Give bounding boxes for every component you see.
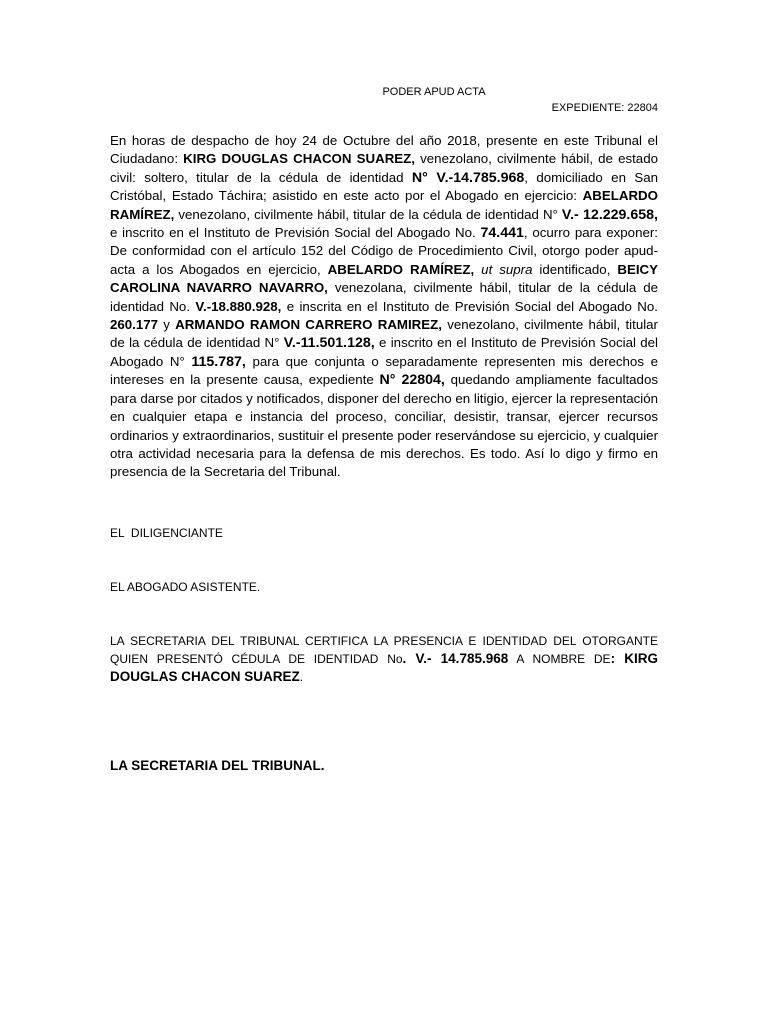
- text-run: e inscrito en el Instituto de Previsión Social del Abogado No.: [110, 225, 481, 241]
- text-run: A NOMBRE DE: [508, 652, 611, 666]
- bold-text: ABELARDO RAMÍREZ,: [110, 188, 658, 222]
- bold-text: V.-11.501.128,: [283, 335, 375, 352]
- text-run: e inscrita en el Instituto de Previsión Social del Abogado No.: [281, 298, 658, 314]
- bold-text: N° V.-14.785.968: [411, 169, 525, 186]
- text-run: identificado,: [532, 261, 618, 277]
- text-run: quedando ampliamente facultados para darse por citados y notificados, disponer del derecho en litigio, ejercer la representación en cualquier etapa e instancia del proceso, conciliar, desistir, transar, ejercer recursos ordinarios y extraordinarios, sustituir el presente poder reservándose su ejercicio, y cualquier otra actividad necesaria para la defensa de mis derechos. Es todo. Así lo digo y firmo en presencia de la Secretaria del Tribunal.: [110, 372, 658, 480]
- signature-secretaria: LA SECRETARIA DEL TRIBUNAL.: [110, 758, 325, 773]
- bold-text: 115.787,: [191, 353, 246, 370]
- text-run: .: [299, 670, 304, 684]
- text-run: venezolano, civilmente hábil, de estado civil: soltero, titular de la cédula de identidad: [110, 151, 658, 185]
- bold-text: ABELARDO RAMÍREZ,: [327, 261, 475, 277]
- signature-abogado-asistente: EL ABOGADO ASISTENTE.: [110, 580, 261, 594]
- bold-text: BEICY CAROLINA NAVARRO NAVARRO,: [110, 261, 658, 296]
- document-title: PODER APUD ACTA: [382, 86, 486, 98]
- certification-paragraph: [110, 632, 658, 686]
- bold-text: ARMANDO RAMON CARRERO RAMIREZ,: [175, 317, 442, 333]
- text-run: LA SECRETARIA DEL TRIBUNAL CERTIFICA LA PRESENCIA E IDENTIDAD DEL OTORGANTE QUIEN PRESENTÓ CÉDULA DE IDENTIDAD No: [110, 634, 658, 666]
- bold-text: . V.- 14.785.968: [402, 651, 509, 666]
- text-run: , domiciliado en San Cristóbal, Estado Táchira; asistido en este acto por el Abogado en ejercicio:: [110, 169, 658, 204]
- text-run: , ocurro para exponer: De conformidad con el artículo 152 del Código de Procedimiento Civil, otorgo poder apud-acta a los Abogados en ejercicio,: [110, 225, 658, 277]
- bold-text: V.-18.880.928,: [195, 298, 282, 314]
- italic-text: ut supra: [481, 261, 533, 277]
- text-run: venezolano, civilmente hábil, titular de la cédula de identidad N°: [110, 317, 658, 351]
- text-run: y: [158, 317, 176, 333]
- text-run: En horas de despacho de hoy 24 de Octubre del año 2018, presente en este Tribunal el Ciudadano:: [110, 133, 658, 167]
- bold-text: KIRG DOUGLAS CHACON SUAREZ,: [183, 151, 415, 167]
- expediente-number: EXPEDIENTE: 22804: [551, 102, 658, 114]
- bold-text: N° 22804,: [379, 372, 445, 389]
- text-run: e inscrito en el Instituto de Previsión Social del Abogado N°: [110, 335, 659, 369]
- body-paragraph: [110, 132, 658, 482]
- text-run: venezolana, civilmente hábil, titular de la cédula de identidad No.: [110, 280, 659, 314]
- text-run: venezolano, civilmente hábil, titular de la cédula de identidad N°: [174, 206, 562, 222]
- signature-diligenciante: EL DILIGENCIANTE: [110, 526, 223, 540]
- text-run: para que conjunta o separadamente representen mis derechos e intereses en la presente causa, expediente: [110, 353, 658, 388]
- bold-text: 74.441: [480, 225, 524, 242]
- bold-text: 260.177: [110, 317, 159, 333]
- bold-text: V.- 12.229.658,: [561, 206, 658, 223]
- bold-text: : KIRG DOUGLAS CHACON SUAREZ: [110, 651, 659, 684]
